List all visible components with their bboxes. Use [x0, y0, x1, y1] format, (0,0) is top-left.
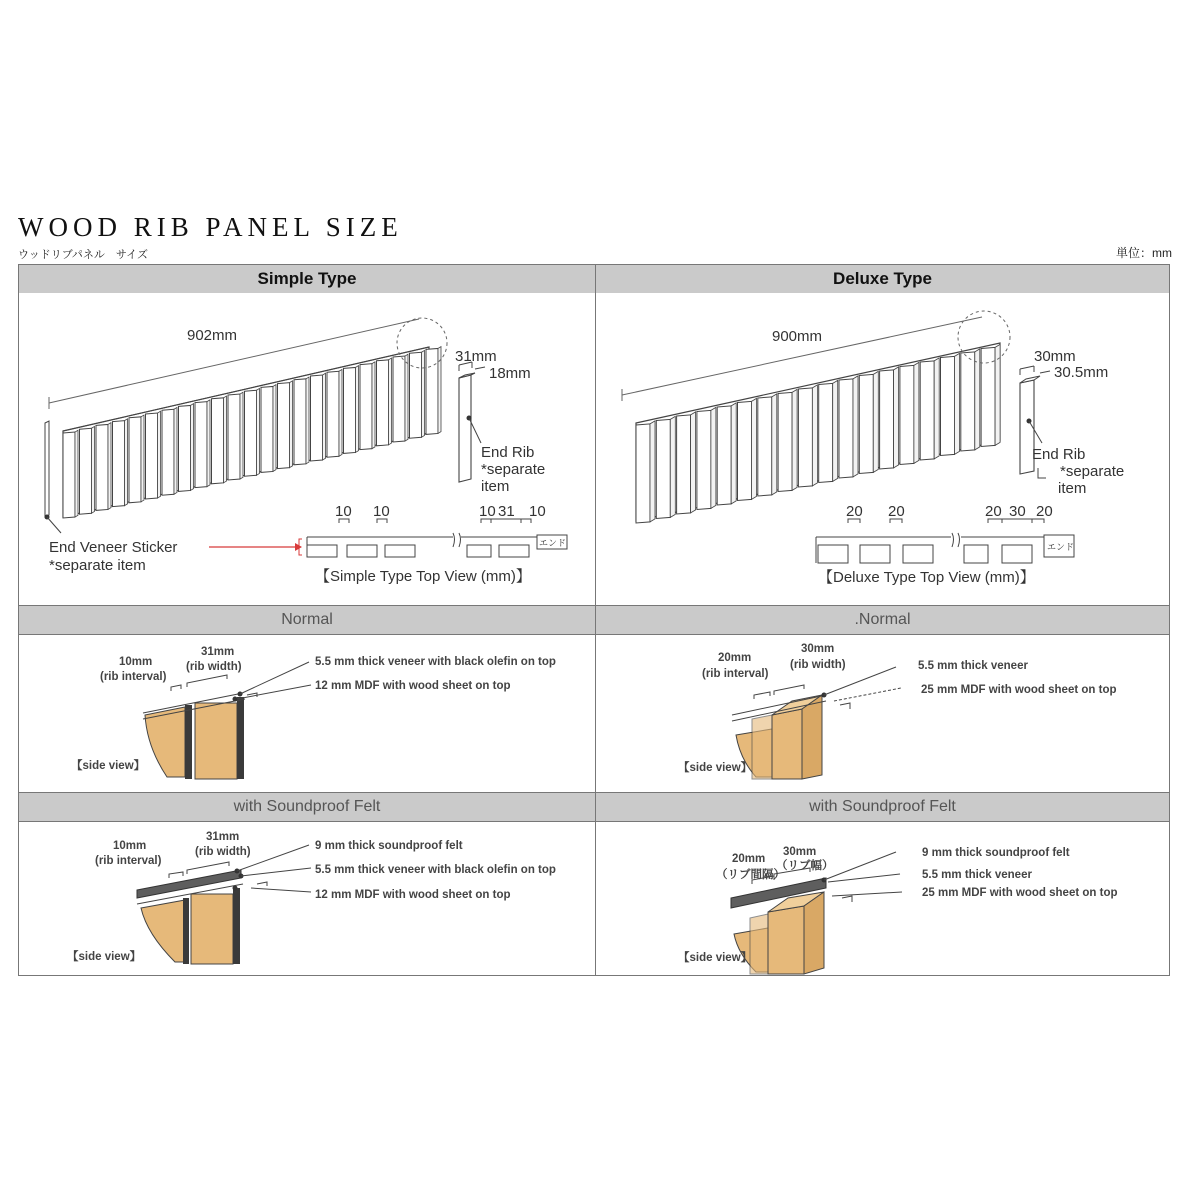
- deluxe-felt-interval-label: （リブ間隔）: [716, 869, 785, 881]
- rib-side: [422, 350, 425, 437]
- deluxe-length-label: 900mm: [772, 328, 823, 345]
- rib-side: [934, 358, 939, 459]
- simple-top-dim: 10: [335, 503, 352, 520]
- simple-normal-heading: Normal: [19, 606, 595, 634]
- simple-top-dim: 10: [529, 503, 546, 520]
- rib-side: [125, 419, 128, 506]
- deluxe-end-rib-label: End Rib: [1032, 446, 1086, 463]
- rib-side: [191, 404, 194, 491]
- rib-side: [224, 396, 227, 483]
- rib: [146, 413, 158, 499]
- simple-felt-layer-felt: 9 mm thick soundproof felt: [315, 840, 463, 852]
- deluxe-felt-interval-value: 20mm: [732, 853, 766, 865]
- simple-felt-heading: with Soundproof Felt: [19, 793, 595, 821]
- rib: [162, 409, 174, 495]
- simple-panel-illustration: [45, 318, 485, 518]
- deluxe-top-dim: 20: [985, 503, 1002, 520]
- deluxe-felt-width-value: 30mm: [783, 846, 817, 858]
- rib: [920, 361, 934, 460]
- rib: [758, 397, 772, 496]
- simple-end-rib-separate: *separate: [481, 461, 546, 478]
- simple-normal-layer-mdf: 12 mm MDF with wood sheet on top: [315, 680, 511, 692]
- rib-side: [290, 381, 293, 468]
- deluxe-type-heading: Deluxe Type: [596, 265, 1169, 293]
- deluxe-felt-heading: with Soundproof Felt: [596, 793, 1169, 821]
- simple-top-dim: 10: [373, 503, 390, 520]
- page-subtitle: ウッドリブパネル サイズ: [18, 249, 149, 261]
- deluxe-felt-side-view-label: 【side view】: [678, 952, 753, 964]
- deluxe-felt-side-view: [596, 822, 1169, 975]
- rib: [80, 428, 92, 514]
- deluxe-end-rib-item: item: [1058, 480, 1087, 497]
- rib-side: [894, 367, 899, 468]
- simple-rib-depth-label: 18mm: [489, 365, 531, 382]
- rib-side: [731, 403, 736, 504]
- simple-top-dim: 31: [498, 503, 515, 520]
- simple-felt-layer-mdf: 12 mm MDF with wood sheet on top: [315, 889, 511, 901]
- rib: [880, 370, 894, 469]
- rib: [426, 348, 438, 434]
- rib: [819, 383, 833, 482]
- deluxe-felt-layer-felt: 9 mm thick soundproof felt: [922, 847, 1070, 859]
- simple-rib-width-label: 31mm: [455, 348, 497, 365]
- deluxe-end-label: エンド: [1047, 542, 1075, 552]
- deluxe-top-view: [816, 519, 1074, 563]
- rib-side: [257, 388, 260, 475]
- unit-label: 単位：mm: [1116, 246, 1172, 260]
- deluxe-rib-width-label: 30mm: [1034, 348, 1076, 365]
- deluxe-end-rib-separate: *separate: [1060, 463, 1125, 480]
- simple-end-rib-label: End Rib: [481, 444, 535, 461]
- rib: [717, 406, 731, 505]
- rib: [63, 432, 75, 518]
- simple-top-dim: 10: [479, 503, 496, 520]
- rib: [179, 405, 191, 491]
- deluxe-top-dim: 20: [1036, 503, 1053, 520]
- rib: [778, 392, 792, 491]
- rib: [96, 424, 108, 510]
- rib-side: [670, 416, 675, 517]
- deluxe-rib-depth-label: 30.5mm: [1054, 364, 1109, 381]
- simple-end-label: エンド: [539, 538, 567, 548]
- rib: [360, 364, 372, 450]
- simple-normal-interval-value: 10mm: [119, 656, 153, 668]
- deluxe-felt-width-label: （リブ幅）: [776, 860, 834, 872]
- rib: [377, 360, 389, 446]
- rib-side: [92, 426, 95, 513]
- rib-side: [914, 362, 919, 463]
- simple-felt-width-label: (rib width): [195, 846, 251, 858]
- rib-side: [650, 421, 655, 522]
- deluxe-panel-illustration: [622, 311, 1050, 523]
- simple-end-rib-item: item: [481, 478, 510, 495]
- rib: [278, 383, 290, 469]
- rib: [839, 379, 853, 478]
- deluxe-top-view-caption: 【Deluxe Type Top View (mm)】: [818, 569, 1035, 586]
- simple-normal-layer-veneer: 5.5 mm thick veneer with black olefin on top: [315, 656, 556, 668]
- rib-side: [955, 353, 960, 454]
- rib-side: [389, 358, 392, 445]
- rib-side: [812, 385, 817, 486]
- rib: [228, 394, 240, 480]
- simple-panel-diagram: [19, 293, 595, 605]
- rib: [900, 365, 914, 464]
- rib: [311, 375, 323, 461]
- rib-side: [691, 412, 696, 513]
- deluxe-normal-interval-value: 20mm: [718, 652, 752, 664]
- rib-side: [833, 380, 838, 481]
- deluxe-normal-width-label: (rib width): [790, 659, 846, 671]
- rib: [859, 374, 873, 473]
- simple-felt-side-view: [19, 822, 595, 975]
- rib-side: [306, 377, 309, 464]
- rib-side: [405, 354, 408, 441]
- rib-side: [273, 385, 276, 472]
- rib-side: [873, 371, 878, 472]
- deluxe-normal-side-view-label: 【side view】: [678, 762, 753, 774]
- rib: [212, 398, 224, 484]
- rib-side: [975, 349, 980, 450]
- deluxe-top-dim: 20: [888, 503, 905, 520]
- rib: [261, 386, 273, 472]
- rib-side: [711, 407, 716, 508]
- rib-side: [853, 376, 858, 477]
- deluxe-felt-layer-veneer: 5.5 mm thick veneer: [922, 869, 1032, 881]
- deluxe-normal-heading: .Normal: [596, 606, 1169, 634]
- rib: [344, 367, 356, 453]
- simple-top-view: [307, 519, 567, 557]
- rib: [656, 419, 670, 518]
- deluxe-felt-layer-mdf: 25 mm MDF with wood sheet on top: [922, 887, 1118, 899]
- rib: [798, 388, 812, 487]
- rib-side: [339, 369, 342, 456]
- rib-side: [356, 366, 359, 453]
- simple-felt-side-view-label: 【side view】: [67, 951, 142, 963]
- rib: [961, 352, 975, 451]
- simple-felt-layer-veneer: 5.5 mm thick veneer with black olefin on top: [315, 864, 556, 876]
- deluxe-normal-side-view: [596, 635, 1169, 792]
- rib: [195, 402, 207, 488]
- simple-felt-interval-label: (rib interval): [95, 855, 162, 867]
- simple-length-label: 902mm: [187, 327, 238, 344]
- rib: [677, 415, 691, 514]
- simple-normal-width-value: 31mm: [201, 646, 235, 658]
- rib: [697, 410, 711, 509]
- rib: [113, 421, 125, 507]
- rib-side: [174, 407, 177, 494]
- simple-normal-side-view: [19, 635, 595, 792]
- veneer-sticker-separate: *separate item: [49, 557, 146, 574]
- simple-normal-interval-label: (rib interval): [100, 671, 167, 683]
- simple-type-heading: Simple Type: [19, 265, 595, 293]
- simple-normal-width-label: (rib width): [186, 661, 242, 673]
- rib-side: [207, 400, 210, 487]
- rib: [129, 417, 141, 503]
- rib: [245, 390, 257, 476]
- rib-side: [75, 430, 78, 517]
- deluxe-top-dim: 30: [1009, 503, 1026, 520]
- deluxe-normal-width-value: 30mm: [801, 643, 835, 655]
- simple-top-view-caption: 【Simple Type Top View (mm)】: [315, 568, 531, 585]
- rib: [327, 371, 339, 457]
- simple-felt-interval-value: 10mm: [113, 840, 147, 852]
- rib: [294, 379, 306, 465]
- rib-side: [323, 373, 326, 460]
- rib-side: [792, 389, 797, 490]
- rib-side: [752, 398, 757, 499]
- rib: [941, 356, 955, 455]
- deluxe-top-dim: 20: [846, 503, 863, 520]
- deluxe-normal-layer-mdf: 25 mm MDF with wood sheet on top: [921, 684, 1117, 696]
- spec-sheet: [18, 264, 1170, 976]
- rib-side: [240, 392, 243, 479]
- deluxe-panel-diagram: [596, 293, 1169, 605]
- rib-side: [158, 411, 161, 498]
- rib-side: [108, 423, 111, 510]
- rib: [393, 356, 405, 442]
- rib-side: [141, 415, 144, 502]
- deluxe-normal-interval-label: (rib interval): [702, 668, 769, 680]
- simple-felt-width-value: 31mm: [206, 831, 240, 843]
- page-title: WOOD RIB PANEL SIZE: [18, 212, 403, 242]
- rib-side: [372, 362, 375, 449]
- deluxe-normal-layer-veneer: 5.5 mm thick veneer: [918, 660, 1028, 672]
- rib-side: [772, 394, 777, 495]
- simple-normal-side-view-label: 【side view】: [71, 760, 146, 772]
- veneer-sticker-label: End Veneer Sticker: [49, 539, 178, 556]
- rib: [738, 401, 752, 500]
- rib: [636, 424, 650, 523]
